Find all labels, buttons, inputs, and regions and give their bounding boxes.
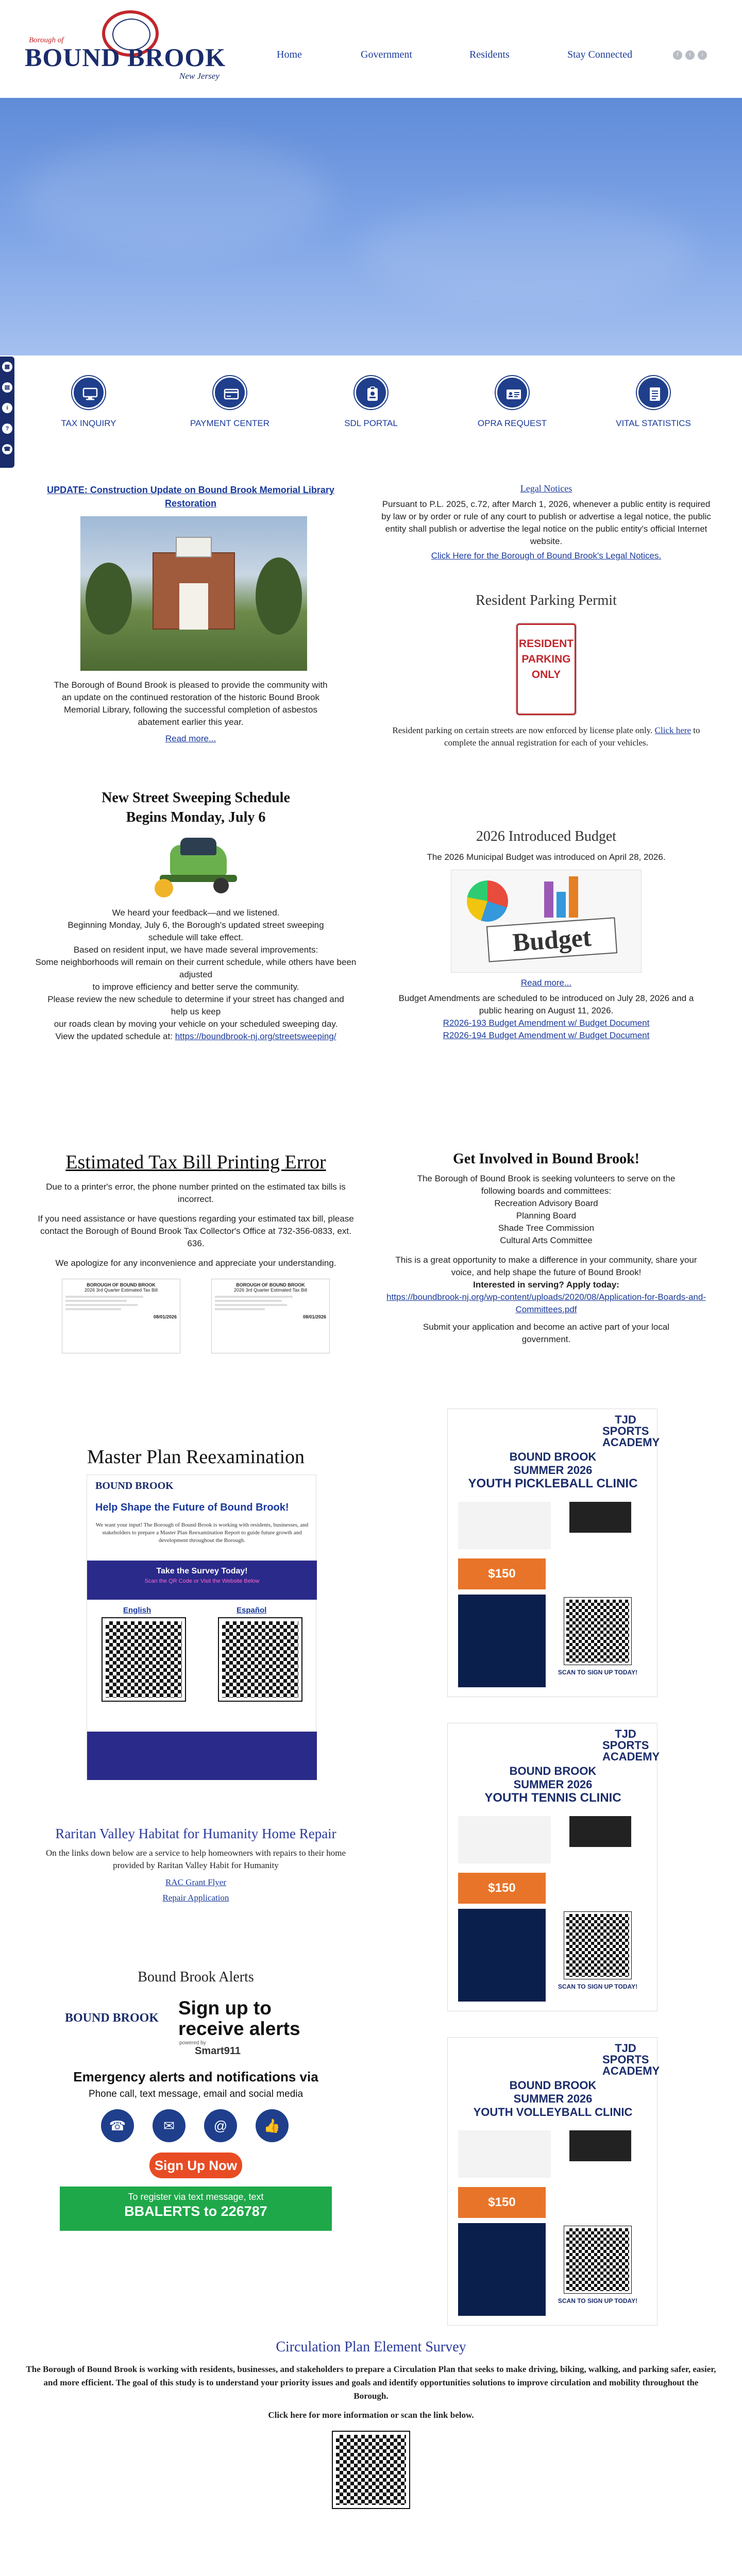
street-sweeping-section	[21, 788, 371, 1043]
clinic-price: $150	[458, 1558, 546, 1589]
clinic-title-1: BOUND BROOK	[509, 1765, 597, 1777]
budget-image	[451, 870, 642, 973]
alerts-emergency-text: Emergency alerts and notifications via	[73, 2069, 318, 2084]
budget-doc-link[interactable]: R2026-193 Budget Amendment w/ Budget Document	[443, 1018, 650, 1028]
resident-parking-sign	[516, 623, 576, 715]
board-item: Cultural Arts Committee	[500, 1235, 593, 1245]
get-involved-section	[381, 1151, 711, 1346]
get-involved-intro: The Borough of Bound Brook is seeking volunteers to serve on the following boards and committees:	[417, 1174, 676, 1196]
phone-icon[interactable]: ☎	[2, 444, 12, 454]
quick-link-label: SDL PORTAL	[344, 418, 398, 428]
sweeping-title-2: Begins Monday, July 6	[126, 809, 266, 825]
logo-name: BOUND BROOK	[25, 43, 226, 72]
clinic-title	[448, 1450, 658, 1490]
sweeping-view-pre: View the updated schedule at:	[55, 1031, 173, 1041]
clinic-price: $150	[458, 1873, 546, 1904]
legal-notices-body: Pursuant to P.L. 2025, c.72, after March 1, 2026, whenever a public entity is required by law or by order or rule of any court to publish or advertise a legal notice, the public entity shall publish or advertise the legal notice on the public entity's official Internet website.	[381, 499, 711, 546]
flyer-footer	[87, 1732, 317, 1780]
sweeping-line: Please review the new schedule to determine if your street has changed and help us keep	[47, 994, 344, 1016]
circulation-title: Circulation Plan Element Survey	[276, 2339, 466, 2355]
instagram-icon[interactable]: i	[698, 50, 707, 60]
library-update-section	[31, 483, 350, 745]
sweeping-title-1: New Street Sweeping Schedule	[102, 790, 290, 806]
volleyball-clinic-flyer[interactable]	[447, 2037, 660, 2326]
circulation-survey-section	[21, 2339, 721, 2508]
bill-title: BOROUGH OF BOUND BROOK	[236, 1282, 305, 1287]
sweeping-schedule-link[interactable]: https://boundbrook-nj.org/streetsweeping/	[175, 1031, 336, 1041]
parking-permit-section	[381, 592, 711, 749]
tax-error-p1: Due to a printer's error, the phone number printed on the estimated tax bills is incorrect.	[46, 1182, 346, 1204]
library-update-title[interactable]: UPDATE: Construction Update on Bound Brook Memorial Library Restoration	[47, 485, 334, 509]
qr-code-english[interactable]	[103, 1618, 185, 1701]
quick-link-label: TAX INQUIRY	[61, 418, 116, 428]
clinic-price: $150	[458, 2187, 546, 2218]
get-involved-title: Get Involved in Bound Brook!	[452, 1151, 640, 1167]
calendar-icon[interactable]: ▦	[2, 362, 12, 372]
quick-link-tax-inquiry[interactable]	[32, 376, 145, 438]
board-item: Planning Board	[516, 1211, 577, 1221]
sweeping-line: Some neighborhoods will remain on their current schedule, while others have been adjusted	[35, 957, 357, 979]
get-involved-p3: Submit your application and become an active part of your local government.	[423, 1322, 670, 1344]
circulation-qr-code[interactable]	[333, 2432, 409, 2508]
thumbs-up-icon: 👍	[256, 2109, 289, 2142]
tax-error-title: Estimated Tax Bill Printing Error	[65, 1151, 326, 1173]
clinic-qr-code[interactable]	[564, 1912, 631, 1979]
tree-left	[86, 563, 132, 635]
survey-button-text: Take the Survey Today!	[156, 1567, 248, 1575]
habitat-title: Raritan Valley Habitat for Humanity Home Repair	[55, 1826, 336, 1841]
clinic-title-2: SUMMER 2026	[513, 2092, 593, 2105]
budget-read-more-link[interactable]: Read more...	[520, 978, 572, 988]
clinic-title-1: BOUND BROOK	[509, 1450, 597, 1463]
nav-stay-connected[interactable]: Stay Connected	[567, 49, 633, 60]
library-photo	[80, 516, 307, 671]
library-read-more-link[interactable]: Read more...	[165, 734, 216, 743]
bar-graphic	[544, 882, 553, 918]
print-icon[interactable]: ▤	[2, 382, 12, 393]
legal-notices-section	[381, 483, 711, 562]
clinic-brand: TJD SPORTS ACADEMY	[602, 1413, 660, 1449]
badge-icon	[355, 376, 387, 409]
clinic-title-2: SUMMER 2026	[513, 1778, 593, 1791]
parking-permit-body	[381, 724, 711, 749]
board-item: Recreation Advisory Board	[494, 1198, 598, 1208]
pickleball-clinic-flyer[interactable]	[447, 1409, 660, 1697]
info-icon[interactable]: i	[2, 403, 12, 413]
clinic-title-3: YOUTH TENNIS CLINIC	[484, 1791, 621, 1805]
nav-home[interactable]: Home	[277, 49, 302, 60]
sweeping-line: We heard your feedback—and we listened.	[112, 908, 280, 918]
computer-icon	[72, 376, 105, 409]
parking-click-here-link[interactable]: Click here	[654, 725, 692, 735]
quick-link-label: VITAL STATISTICS	[616, 418, 691, 428]
parking-body-pre: Resident parking on certain streets are now enforced by license plate only.	[392, 725, 653, 735]
quick-link-vital-statistics[interactable]	[597, 376, 710, 438]
application-link[interactable]: https://boundbrook-nj.org/wp-content/uploads/2020/08/Application-for-Boards-and-Committees.pdf	[386, 1292, 706, 1314]
flyer-title: Help Shape the Future of Bound Brook!	[95, 1502, 289, 1513]
text-register-banner	[60, 2187, 332, 2231]
clinic-qr-code[interactable]	[564, 1598, 631, 1665]
repair-application-link[interactable]: Repair Application	[162, 1893, 229, 1903]
quick-link-label: OPRA REQUEST	[477, 418, 547, 428]
circulation-body: The Borough of Bound Brook is working with residents, businesses, and stakeholders to prepare a Circulation Plan that seeks to make driving, biking, walking, and parking safer, easier, and more efficient. The goal of this study is to understand your priority issues and goals and identify opportunities solutions to improve circulation and mobility throughout the Borough.	[26, 2364, 716, 2401]
qr-code-espanol[interactable]	[219, 1618, 301, 1701]
alerts-logo: BOUND BROOK	[65, 2011, 159, 2025]
alerts-sign-up-heading: Sign up to receive alerts	[178, 1997, 300, 2039]
legal-notices-title[interactable]: Legal Notices	[520, 483, 572, 494]
clinic-qr-code[interactable]	[564, 2226, 631, 2293]
tax-bill-sample	[62, 1279, 180, 1353]
tax-bill-sample	[211, 1279, 330, 1353]
survey-sub: Scan the QR Code or Visit the Website Below	[144, 1578, 260, 1584]
site-logo[interactable]	[25, 10, 241, 88]
habitat-body: On the links down below are a service to help homeowners with repairs to their home provided by Raritan Valley Habit for Humanity	[45, 1848, 346, 1870]
twitter-icon[interactable]: t	[685, 50, 695, 60]
parking-body-post: to complete the annual registration for each of your vehicles.	[444, 725, 700, 748]
quick-link-opra-request[interactable]	[456, 376, 569, 438]
sign-line: RESIDENT	[518, 638, 574, 650]
quick-link-sdl-portal[interactable]	[314, 376, 428, 438]
clinic-scan-text: SCAN TO SIGN UP TODAY!	[558, 1669, 638, 1676]
street-sweeper-image	[149, 835, 242, 896]
habitat-section	[21, 1826, 371, 1905]
rac-grant-flyer-link[interactable]: RAC Grant Flyer	[165, 1877, 227, 1887]
alerts-flyer[interactable]	[60, 1996, 332, 2238]
smart911-label: Smart911	[195, 2045, 241, 2057]
bar-graphic	[569, 876, 578, 918]
hero-banner	[0, 98, 742, 355]
get-involved-p2: This is a great opportunity to make a difference in your community, share your voice, and help shape the future of Bound Brook!	[395, 1255, 697, 1277]
nav-residents[interactable]: Residents	[469, 49, 510, 60]
credit-card-icon	[213, 376, 246, 409]
sign-up-now-button[interactable]: Sign Up Now	[149, 2153, 242, 2178]
tax-bill-images	[21, 1279, 371, 1356]
side-toolbar	[0, 357, 14, 468]
facebook-icon[interactable]: f	[673, 50, 682, 60]
bar-graphic	[556, 892, 566, 918]
tennis-clinic-flyer[interactable]	[447, 1723, 660, 2011]
clinic-scan-text: SCAN TO SIGN UP TODAY!	[558, 2297, 638, 2304]
bill-date: 08/01/2026	[153, 1314, 177, 1319]
clinic-title	[448, 2079, 658, 2119]
text-register-pre: To register via text message, text	[128, 2192, 264, 2202]
budget-title: 2026 Introduced Budget	[476, 828, 617, 844]
sweeping-line: to improve efficiency and better serve the community.	[92, 982, 299, 992]
alerts-channels-text: Phone call, text message, email and social media	[88, 2089, 303, 2099]
get-involved-apply: Interested in serving? Apply today:	[473, 1280, 619, 1290]
flyer-logo: BOUND BROOK	[95, 1480, 174, 1492]
quick-link-payment-center[interactable]	[173, 376, 286, 438]
espanol-label: Español	[237, 1606, 267, 1615]
social-links	[673, 50, 714, 61]
phone-icon: ☎	[101, 2109, 134, 2142]
quick-link-label: PAYMENT CENTER	[190, 418, 269, 428]
budget-amend-text: Budget Amendments are scheduled to be introduced on July 28, 2026 and a public hearing on August 11, 2026.	[398, 993, 694, 1015]
parking-permit-title: Resident Parking Permit	[476, 592, 617, 608]
clinic-scan-text: SCAN TO SIGN UP TODAY!	[558, 1983, 638, 1990]
sweeping-line: our roads clean by moving your vehicle on your scheduled sweeping day.	[54, 1019, 338, 1029]
budget-doc-link[interactable]: R2026-194 Budget Amendment w/ Budget Document	[443, 1030, 650, 1040]
clinic-brand: TJD SPORTS ACADEMY	[602, 1727, 660, 1763]
sweeping-line: Beginning Monday, July 6, the Borough's updated street sweeping schedule will take effect.	[68, 920, 324, 942]
board-item: Shade Tree Commission	[498, 1223, 595, 1233]
sweeping-line: Based on resident input, we have made several improvements:	[73, 945, 318, 955]
sweeping-body	[21, 907, 371, 1043]
clinic-title-1: BOUND BROOK	[509, 2079, 597, 2092]
survey-banner	[87, 1561, 317, 1600]
bill-sub: 2026 3rd Quarter Estimated Tax Bill	[85, 1287, 158, 1293]
flyer-body: We want your input! The Borough of Bound Brook is working with residents, businesses, and stakeholders to prepare a Master Plan Reexamination Report to guide future growth and development throughout the Borough.	[95, 1522, 309, 1544]
library-portico	[179, 583, 208, 630]
clinic-title-2: SUMMER 2026	[513, 1464, 593, 1477]
master-plan-flyer[interactable]	[87, 1475, 316, 1780]
clinic-title	[448, 1765, 658, 1805]
clinic-title-3: YOUTH VOLLEYBALL CLINIC	[473, 2106, 633, 2119]
tree-right	[256, 557, 302, 635]
library-cupola	[176, 537, 212, 557]
sign-line: ONLY	[531, 669, 561, 681]
text-register-code: BBALERTS to 226787	[124, 2204, 267, 2219]
alerts-section	[21, 1969, 371, 2238]
library-update-body: The Borough of Bound Brook is pleased to provide the community with an update on the continued restoration of the historic Bound Brook Memorial Library, following the successful completion of asbestos abatement earlier this year.	[54, 680, 328, 727]
main-nav	[260, 49, 662, 64]
nav-government[interactable]: Government	[361, 49, 412, 60]
bill-date: 08/01/2026	[302, 1314, 326, 1319]
logo-state: New Jersey	[179, 71, 220, 81]
budget-body: The 2026 Municipal Budget was introduced on April 28, 2026.	[427, 852, 666, 862]
email-icon: @	[204, 2109, 237, 2142]
id-card-icon	[496, 376, 529, 409]
master-plan-title: Master Plan Reexamination	[87, 1446, 305, 1468]
tax-error-section	[21, 1151, 371, 1356]
logo-borough-of: Borough of	[29, 36, 64, 44]
question-icon[interactable]: ?	[2, 423, 12, 434]
alerts-title: Bound Brook Alerts	[138, 1969, 254, 1985]
clinic-title-3: YOUTH PICKLEBALL CLINIC	[468, 1477, 638, 1490]
budget-image-text: Budget	[486, 917, 617, 962]
clinic-brand: TJD SPORTS ACADEMY	[602, 2042, 660, 2077]
bill-sub: 2026 3rd Quarter Estimated Tax Bill	[234, 1287, 307, 1293]
site-header	[0, 0, 742, 98]
master-plan-section	[21, 1446, 371, 1780]
tax-error-p2: If you need assistance or have questions regarding your estimated tax bill, please contact the Borough of Bound Brook Tax Collector's Office at 732-356-0833, ext. 636.	[38, 1214, 354, 1248]
alerts-powered-by: powered by	[179, 2040, 206, 2046]
document-icon	[637, 376, 670, 409]
circulation-cta[interactable]: Click here for more information or scan the link below.	[268, 2410, 474, 2420]
sign-line: PARKING	[521, 653, 571, 665]
english-label: English	[123, 1606, 151, 1615]
bill-title: BOROUGH OF BOUND BROOK	[87, 1282, 156, 1287]
pie-graphic	[467, 880, 508, 922]
tax-error-p3: We apologize for any inconvenience and appreciate your understanding.	[55, 1258, 336, 1268]
budget-section	[381, 828, 711, 1042]
legal-notices-link[interactable]: Click Here for the Borough of Bound Brook's Legal Notices.	[431, 551, 662, 561]
chat-icon: ✉	[153, 2109, 185, 2142]
